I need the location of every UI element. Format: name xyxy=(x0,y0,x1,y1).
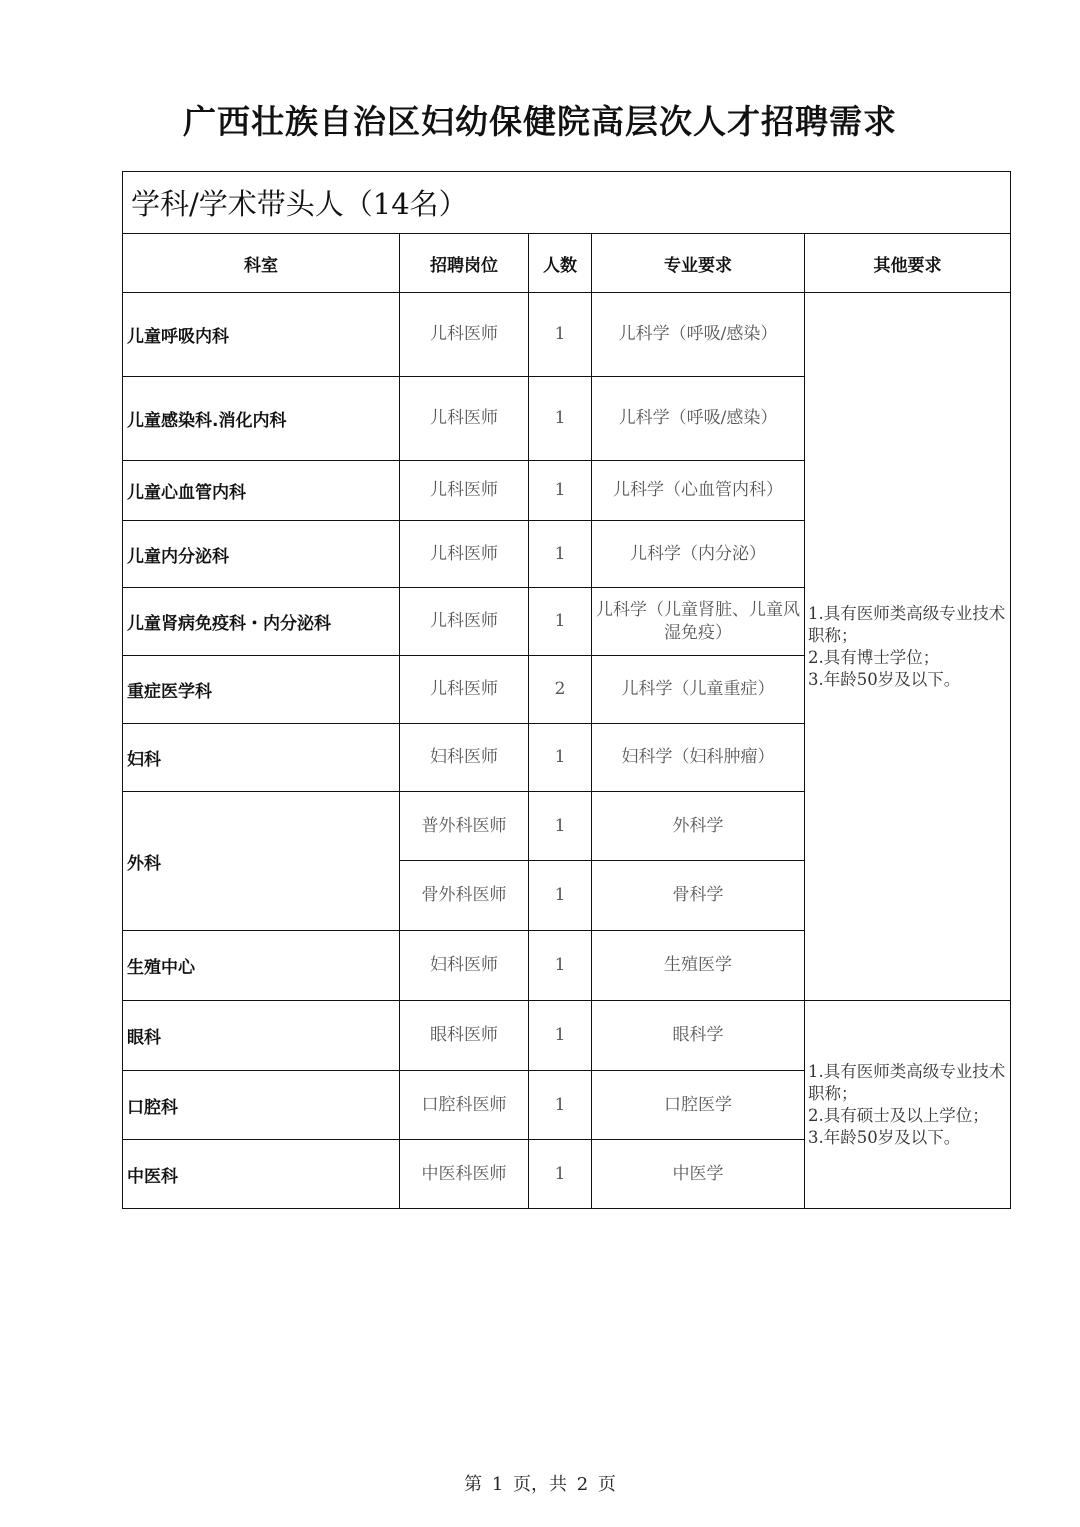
other-req-line: 3.年龄50岁及以下。 xyxy=(808,1127,961,1147)
count-cell: 1 xyxy=(529,1001,592,1071)
count-cell: 1 xyxy=(529,931,592,1001)
header-dept: 科室 xyxy=(123,234,400,293)
other-requirements-2 xyxy=(805,1001,1011,1209)
major-cell: 儿科学（儿童肾脏、儿童风湿免疫） xyxy=(592,588,805,656)
dept-cell: 重症医学科 xyxy=(123,656,400,724)
other-requirements-1 xyxy=(805,293,1011,1001)
count-cell: 1 xyxy=(529,521,592,588)
dept-cell: 儿童呼吸内科 xyxy=(123,293,400,377)
dept-cell: 口腔科 xyxy=(123,1071,400,1140)
other-req-line: 1.具有医师类高级专业技术职称； xyxy=(808,1061,1006,1103)
count-cell: 1 xyxy=(529,861,592,931)
dept-cell: 儿童肾病免疫科・内分泌科 xyxy=(123,588,400,656)
header-major: 专业要求 xyxy=(592,234,805,293)
dept-cell: 生殖中心 xyxy=(123,931,400,1001)
major-cell: 骨科学 xyxy=(592,861,805,931)
recruitment-table xyxy=(122,171,1011,1209)
count-cell: 1 xyxy=(529,1140,592,1209)
major-cell: 口腔医学 xyxy=(592,1071,805,1140)
position-cell: 儿科医师 xyxy=(400,521,529,588)
position-cell: 口腔科医师 xyxy=(400,1071,529,1140)
position-cell: 眼科医师 xyxy=(400,1001,529,1071)
other-req-line: 3.年龄50岁及以下。 xyxy=(808,669,961,689)
dept-cell: 儿童内分泌科 xyxy=(123,521,400,588)
count-cell: 1 xyxy=(529,724,592,792)
dept-cell: 中医科 xyxy=(123,1140,400,1209)
major-cell: 儿科学（心血管内科） xyxy=(592,461,805,521)
major-cell: 生殖医学 xyxy=(592,931,805,1001)
position-cell: 中医科医师 xyxy=(400,1140,529,1209)
other-req-line: 1.具有医师类高级专业技术职称； xyxy=(808,603,1006,645)
dept-cell: 外科 xyxy=(123,792,400,931)
header-row xyxy=(123,234,1011,293)
other-req-line: 2.具有硕士及以上学位； xyxy=(808,1105,989,1125)
section-title: 学科/学术带头人（14名） xyxy=(123,172,1011,234)
major-cell: 妇科学（妇科肿瘤） xyxy=(592,724,805,792)
major-cell: 外科学 xyxy=(592,792,805,861)
position-cell: 骨外科医师 xyxy=(400,861,529,931)
section-row xyxy=(123,172,1011,234)
count-cell: 1 xyxy=(529,1071,592,1140)
position-cell: 妇科医师 xyxy=(400,724,529,792)
position-cell: 儿科医师 xyxy=(400,293,529,377)
count-cell: 1 xyxy=(529,377,592,461)
major-cell: 儿科学（儿童重症） xyxy=(592,656,805,724)
header-position: 招聘岗位 xyxy=(400,234,529,293)
position-cell: 儿科医师 xyxy=(400,588,529,656)
position-cell: 普外科医师 xyxy=(400,792,529,861)
dept-cell: 儿童心血管内科 xyxy=(123,461,400,521)
count-cell: 1 xyxy=(529,588,592,656)
header-other: 其他要求 xyxy=(805,234,1011,293)
position-cell: 儿科医师 xyxy=(400,377,529,461)
table-row xyxy=(123,293,1011,377)
count-cell: 1 xyxy=(529,461,592,521)
major-cell: 儿科学（呼吸/感染） xyxy=(592,293,805,377)
position-cell: 儿科医师 xyxy=(400,461,529,521)
count-cell: 2 xyxy=(529,656,592,724)
count-cell: 1 xyxy=(529,792,592,861)
major-cell: 儿科学（内分泌） xyxy=(592,521,805,588)
dept-cell: 儿童感染科.消化内科 xyxy=(123,377,400,461)
table-row xyxy=(123,1001,1011,1071)
major-cell: 眼科学 xyxy=(592,1001,805,1071)
count-cell: 1 xyxy=(529,293,592,377)
major-cell: 中医学 xyxy=(592,1140,805,1209)
page-title: 广西壮族自治区妇幼保健院高层次人才招聘需求 xyxy=(183,102,897,141)
header-count: 人数 xyxy=(529,234,592,293)
dept-cell: 眼科 xyxy=(123,1001,400,1071)
other-req-line: 2.具有博士学位； xyxy=(808,647,940,667)
position-cell: 儿科医师 xyxy=(400,656,529,724)
major-cell: 儿科学（呼吸/感染） xyxy=(592,377,805,461)
page-footer: 第 1 页，共 2 页 xyxy=(464,1474,616,1495)
position-cell: 妇科医师 xyxy=(400,931,529,1001)
dept-cell: 妇科 xyxy=(123,724,400,792)
